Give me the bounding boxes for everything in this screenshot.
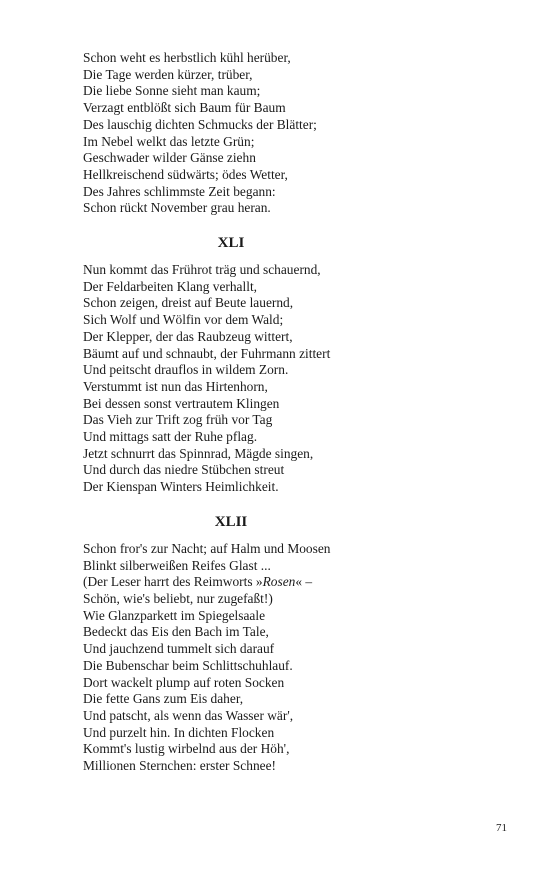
section-heading-xli: XLI xyxy=(217,235,245,252)
verse-text: « – xyxy=(295,574,313,590)
verse-line: Bäumt auf und schnaubt, der Fuhrmann zittert xyxy=(83,345,331,361)
verse-line: Wie Glanzparkett im Spiegelsaale xyxy=(83,607,266,623)
verse-line: Jetzt schnurrt das Spinnrad, Mägde singen, xyxy=(83,445,314,461)
verse-line: Dort wackelt plump auf roten Socken xyxy=(83,674,285,690)
verse-line: Verstummt ist nun das Hirtenhorn, xyxy=(83,378,268,394)
verse-line: Schon fror's zur Nacht; auf Halm und Moosen xyxy=(83,540,331,556)
verse-line: Bei dessen sonst vertrautem Klingen xyxy=(83,395,280,411)
verse-line: Hellkreischend südwärts; ödes Wetter, xyxy=(83,166,288,182)
verse-line: Die fette Gans zum Eis daher, xyxy=(83,691,244,707)
verse-line: Und patscht, als wenn das Wasser wär', xyxy=(83,707,294,723)
verse-line: Und peitscht drauflos in wildem Zorn. xyxy=(83,362,289,378)
verse-line: Das Vieh zur Trift zog früh vor Tag xyxy=(83,412,273,428)
page-number: 71 xyxy=(496,822,507,834)
verse-line: Die Bubenschar beim Schlittschuhlauf. xyxy=(83,657,293,673)
verse-line: Die Tage werden kürzer, trüber, xyxy=(83,66,253,82)
section-heading-xlii: XLII xyxy=(214,513,248,530)
verse-line: Die liebe Sonne sieht man kaum; xyxy=(83,83,261,99)
verse-line: Blinkt silberweißen Reifes Glast ... xyxy=(83,557,271,573)
verse-line: Kommt's lustig wirbelnd aus der Höh', xyxy=(83,741,290,757)
verse-line: Der Klepper, der das Raubzeug wittert, xyxy=(83,328,293,344)
verse-line: Und purzelt hin. In dichten Flocken xyxy=(83,724,275,740)
verse-line: Schon zeigen, dreist auf Beute lauernd, xyxy=(83,295,294,311)
verse-line: Millionen Sternchen: erster Schnee! xyxy=(83,758,276,774)
stanza-xli xyxy=(83,262,483,496)
verse-line: Schön, wie's beliebt, nur zugefaßt!) xyxy=(83,590,273,606)
verse-line: Im Nebel welkt das letzte Grün; xyxy=(83,133,255,149)
verse-line: Der Kienspan Winters Heimlichkeit. xyxy=(83,479,279,495)
verse-line: Und jauchzend tummelt sich darauf xyxy=(83,641,275,657)
verse-text: (Der Leser harrt des Reimworts » xyxy=(83,574,263,590)
emphasized-word: Rosen xyxy=(262,574,296,590)
verse-line: Schon weht es herbstlich kühl herüber, xyxy=(83,50,291,65)
verse-line: Geschwader wilder Gänse ziehn xyxy=(83,150,256,166)
verse-line: Und durch das niedre Stübchen streut xyxy=(83,462,285,478)
verse-line: Des lauschig dichten Schmucks der Blätter; xyxy=(83,116,317,132)
verse-line: Bedeckt das Eis den Bach im Tale, xyxy=(83,624,269,640)
verse-line: Schon rückt November grau heran. xyxy=(83,200,271,216)
verse-line: Sich Wolf und Wölfin vor dem Wald; xyxy=(83,312,284,328)
verse-line: Des Jahres schlimmste Zeit begann: xyxy=(83,183,276,199)
verse-line: Verzagt entblößt sich Baum für Baum xyxy=(83,100,286,116)
stanza-xlii xyxy=(83,541,483,775)
verse-line: Und mittags satt der Ruhe pflag. xyxy=(83,429,258,445)
verse-line: Der Feldarbeiten Klang verhallt, xyxy=(83,278,258,294)
poem-page xyxy=(83,50,483,775)
verse-line: Nun kommt das Frührot träg und schauernd, xyxy=(83,262,321,278)
stanza-top xyxy=(83,50,483,217)
verse-line xyxy=(83,574,483,591)
